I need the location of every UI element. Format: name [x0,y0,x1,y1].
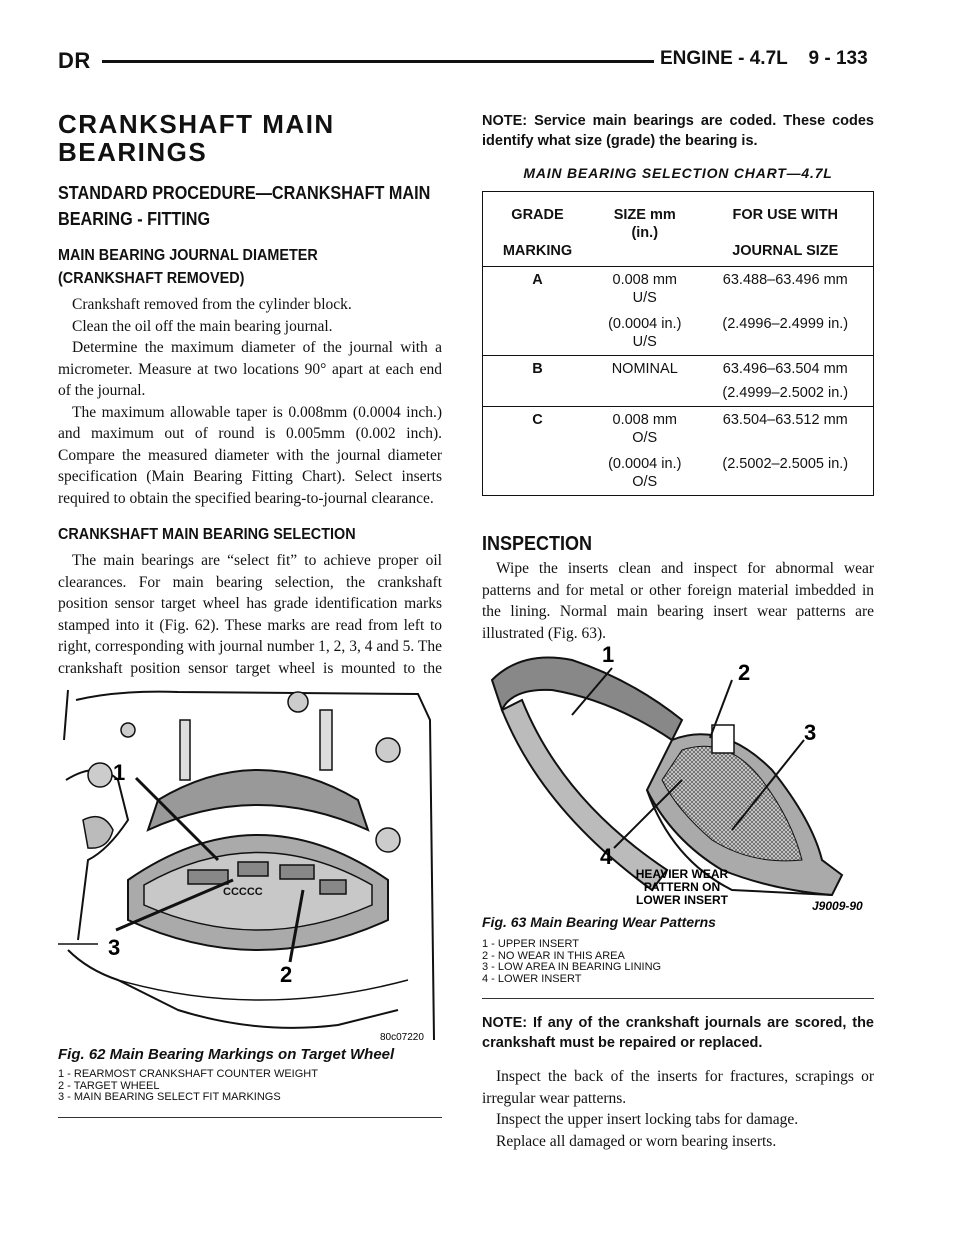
fig62-caption: Fig. 62 Main Bearing Markings on Target Wheel [58,1046,395,1063]
fig63-caption: Fig. 63 Main Bearing Wear Patterns [482,914,716,930]
fig62-code: 80c07220 [380,1032,424,1043]
fig63-legend-item: 3 - LOW AREA IN BEARING LINING [482,961,662,974]
selection-para: The main bearings are “select fit” to achieve proper oil clearances. For main bearing selection, the crankshaft position sensor target wheel has grade identification marks stamped into it (Fig. 62). These marks are read from left to right, corresponding with journal number 1, 2, 3, 4 and 5. The crankshaft position sensor target wheel is mounted to the [58,552,442,677]
size-cell [592,407,698,496]
journal-value: 63.504–63.512 mm [722,412,848,428]
fig63-rule [482,998,874,999]
size-cell [592,267,698,356]
header-rule [102,60,654,63]
grade-cell: C [483,407,592,496]
header-section-code: DR [58,48,91,73]
col-header-grade [483,192,592,267]
col-header-grade-line2: MARKING [502,243,573,259]
fig62-legend [58,1069,318,1104]
fig63-callout-2: 2 [738,660,751,685]
service-bearing-note: NOTE: Service main bearings are coded. These codes identify what size (grade) the bearing is. [482,113,874,149]
col-header-size-line2: (in.) [631,225,659,241]
header-page-ref: ENGINE - 4.7L 9 - 133 [660,48,868,69]
inspection-heading: INSPECTION [482,533,593,555]
col-header-use-line1: FOR USE WITH [732,207,839,223]
size-cell: NOMINAL [592,356,698,407]
inspection-para: Wipe the inserts clean and inspect for abnormal wear patterns and for metal or other foreign material imbedded in the lining. Normal main bearing insert wear patterns are illustrated (Fig. 63). [482,560,874,642]
col-header-use [698,192,874,267]
size-value: O/S [632,474,658,490]
fig62-callout-1: 1 [113,760,126,785]
fig62-legend-item: 3 - MAIN BEARING SELECT FIT MARKINGS [58,1091,281,1103]
scored-journal-note: NOTE: If any of the crankshaft journals are scored, the crankshaft must be repaired or replaced. [482,1015,874,1051]
grade-cell: A [483,267,592,356]
table-row [483,267,874,356]
page-title-line1: CRANKSHAFT MAIN [58,109,335,139]
journal-diameter-heading [58,244,445,290]
col-header-grade-line1: GRADE [511,207,564,223]
table-row [483,407,874,496]
fig63-label-line3: LOWER INSERT [636,893,728,907]
journal-value: 63.488–63.496 mm [722,272,848,288]
table-header-row [483,192,874,267]
fig63-legend-item: 2 - NO WEAR IN THIS AREA [482,949,625,962]
bearing-selection-table [482,191,874,496]
size-value: O/S [632,430,658,446]
size-value: (0.0004 in.) [608,316,682,332]
fig63-legend [482,939,661,985]
size-value: 0.008 mm [612,272,677,288]
fig63-callout-3: 3 [804,720,817,745]
final-para-1: Inspect the back of the inserts for fractures, scrapings or irregular wear patterns. [482,1068,874,1107]
fig62-callout-3: 3 [108,935,121,960]
journal-para-2: Clean the oil off the main bearing journal. [72,317,333,335]
journal-para-4: The maximum allowable taper is 0.008mm (0.0004 inch.) and maximum out of round is 0.005mm (0.002 inch). Compare the measured diameter with the journal diameter specification (Main Bearing Fitting Chart). Select inserts required to obtain the specified bearing-to-journal clearance. [58,403,442,507]
col-header-size-line1: SIZE mm [613,207,676,223]
size-value: 0.008 mm [612,412,677,428]
std-procedure-heading-line1: STANDARD PROCEDURE—CRANKSHAFT MAIN [58,183,431,203]
final-para-2: Inspect the upper insert locking tabs for damage. [496,1111,799,1128]
size-value: U/S [632,334,657,350]
fig63-label-line2: PATTERN ON [643,880,721,894]
fig62-stamp-marks: CCCCC [223,886,263,898]
table-row [483,356,874,407]
col-header-use-line2: JOURNAL SIZE [732,243,839,259]
std-procedure-heading-line2: BEARING - FITTING [58,209,211,229]
fig63-legend-item: 1 - UPPER INSERT [482,938,579,950]
page-title-line2: BEARINGS [58,137,208,167]
size-value: (0.0004 in.) [608,456,682,472]
journal-cell [698,407,874,496]
journal-heading-line1: MAIN BEARING JOURNAL DIAMETER [58,247,318,264]
fig63-bearing-wear-illustration [482,640,874,935]
journal-cell [698,356,874,407]
std-procedure-heading [58,180,445,232]
fig63-legend-item: 4 - LOWER INSERT [482,972,582,985]
size-value: U/S [632,290,657,306]
grade-cell: B [483,356,592,407]
page-title [58,110,442,166]
final-para-3: Replace all damaged or worn bearing inserts. [496,1132,777,1150]
final-inspection-paras [482,1066,874,1152]
fig62-rule [58,1117,442,1118]
journal-value: (2.5002–2.5005 in.) [722,456,849,472]
journal-value: (2.4996–2.4999 in.) [722,316,849,332]
journal-cell [698,267,874,356]
fig63-callout-4: 4 [600,844,613,869]
journal-value: (2.4999–2.5002 in.) [722,385,849,401]
fig62-legend-item: 1 - REARMOST CRANKSHAFT COUNTER WEIGHT [58,1068,318,1080]
fig62-callout-2: 2 [280,962,293,987]
journal-value: 63.496–63.504 mm [722,361,848,377]
col-header-size [592,192,698,267]
left-column [58,110,442,701]
journal-para-1: Crankshaft removed from the cylinder block. [72,296,352,313]
journal-para-3: Determine the maximum diameter of the journal with a micrometer. Measure at two locations 90° apart at each end of the journal. [58,339,442,399]
selection-chart-title: MAIN BEARING SELECTION CHART—4.7L [523,165,833,181]
journal-heading-line2: (CRANKSHAFT REMOVED) [58,270,245,287]
fig62-target-wheel-illustration [58,680,442,1045]
fig63-label-line1: HEAVIER WEAR [635,867,729,881]
fig63-callout-1: 1 [602,642,615,667]
fig62-legend-item: 2 - TARGET WHEEL [58,1079,160,1092]
selection-heading: CRANKSHAFT MAIN BEARING SELECTION [58,526,356,543]
fig63-code: J9009-90 [812,899,863,913]
